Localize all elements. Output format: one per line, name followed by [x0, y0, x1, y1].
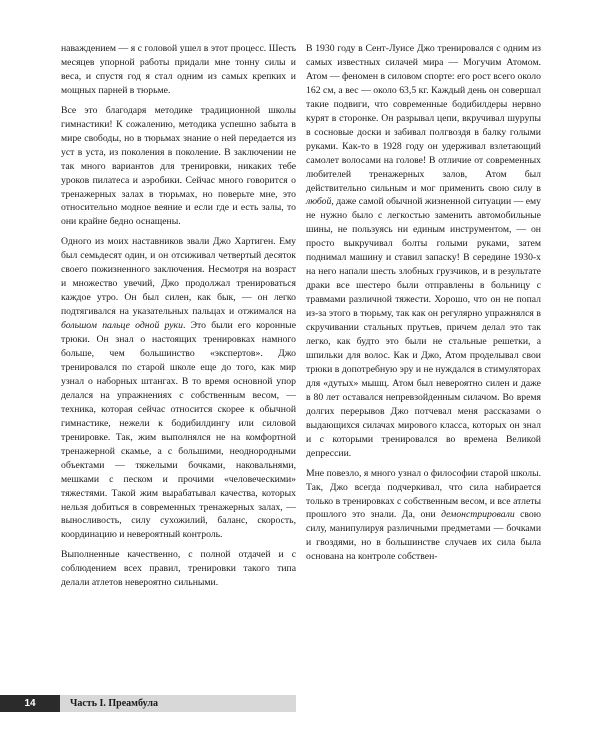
paragraph [306, 42, 541, 461]
paragraph [61, 235, 296, 542]
text-run: Одного из моих наставников звали Джо Хартиген. Ему был семьдесят один, и он отсиживал четвертый десяток своего пожизненного заключения. Несмотря на возраст и множество увечий, Джо продолжал тренироваться каждое утро. Он был силен, как бык, — он легко подтягивался на указательных пальцах и отжимался на [61, 236, 296, 318]
page-footer [0, 695, 296, 712]
page-number: 14 [0, 695, 60, 712]
right-column [306, 42, 541, 570]
text-run: , даже самой обычной жизненной ситуации — ему не нужно было с легкостью заменить автомобильные шины, не пользуясь ни единым инструментом, — он просто выкручивал болты голыми руками, затем поднимал машину и ставил запаску! В середине 1930-х на него напали шесть злобных грузчиков, и в результате драки все шестеро были отправлены в больницу с травмами различной тяжести. Хорошо, что он не попал из-за этого в тюрьму, так как он регулярно упражнялся в скручивании стальных прутьев, причем делал это так легко, как будто это были не стальные решетки, а шпильки для волос. Как и Джо, Атом проделывал свои трюки в допотребную эру и не нуждался в стимуляторах для «дутых» мышц. Атом был невероятно силен и даже в 80 лет оставался непревзойденным силачом. Во время долгих перерывов Джо потчевал меня рассказами о выдающихся силачах мирового класса, которых он знал и с которыми тренировался во времена Великой депрессии. [306, 196, 541, 459]
paragraph: Все это благодаря методике традиционной школы гимнастики! К сожалению, методика успешно забыта в мире свободы, но в тюрьмах знание о ней передается из уст в уста, из поколения в поколение. В заключении не так много вариантов для тренировки, никаких тебе уроков пилатеса и аэробики. Сейчас много говорится о тренажерных залах в тюрьмах, но поверьте мне, это относительно модное веяние и если где и есть залы, то они крайне бедно оснащены. [61, 104, 296, 228]
italic-text: любой [306, 196, 332, 208]
text-run: . Это были его коронные трюки. Он знал о настоящих тренировках намного больше, чем большинство «экспертов». Джо тренировался по старой школе еще до того, как мир узнал о наборных штангах. В то время основной упор делался на упражнениях с собственным весом, — техника, которая сейчас относится скорее к обычной гимнастике, нежели к бодибилдингу или силовой тренировке. Так, жим выполнялся не на комфортной тренажерной скамье, а с большими, неоднородными объектами — тяжелыми бочками, наковальнями, мешками с песком и прочими «человеческими» тяжестями. Такой жим вырабатывал качества, которых нельзя добиться в современных тренажерных залах, — выносливость, силу сухожилий, баланс, скорость, координацию и невероятный контроль. [61, 320, 296, 541]
left-column [61, 42, 296, 596]
italic-text: демонстрировали [441, 509, 515, 521]
paragraph [306, 467, 541, 565]
section-title: Часть I. Преамбула [70, 698, 158, 709]
text-run: свою силу, манипулируя различными предметами — бочками и гвоздями, но в большинстве случаев их сила была основана на контроле собствен- [306, 509, 542, 563]
text-run: В 1930 году в Сент-Луисе Джо тренировался с одним из самых известных силачей мира — Могучим Атомом. Атом — феномен в силовом спорте: его рост всего около 162 см, а вес — около 63,5 кг. Каждый день он совершал такие подвиги, что современные бодибилдеры нервно курят в сторонке. Он разрывал цепи, вкручивал шурупы в сосновые доски и забивал полгвоздя в балку голыми руками. Как-то в 1928 году он удерживал взлетающий самолет волосами на голове! В отличие от современных любителей тренажерных залов, Атом был действительно сильным и мог применить свою силу в [306, 43, 541, 194]
paragraph: наваждением — я с головой ушел в этот процесс. Шесть месяцев упорной работы придали мне тонну силы и веса, и спустя год я стал одним из самых крепких и мощных парней в тюрьме. [61, 43, 296, 96]
italic-text: большом пальце одной руки [61, 320, 183, 332]
paragraph: Выполненные качественно, с полной отдачей и с соблюдением всех правил, тренировки такого типа делали атлетов невероятно сильными. [61, 549, 296, 589]
text-run: Мне повезло, я много узнал о философии старой школы. Так, Джо всегда подчеркивал, что сила набирается только в тренировках с собственным весом, и все атлеты прошлого это знали. Да, они [306, 467, 541, 521]
